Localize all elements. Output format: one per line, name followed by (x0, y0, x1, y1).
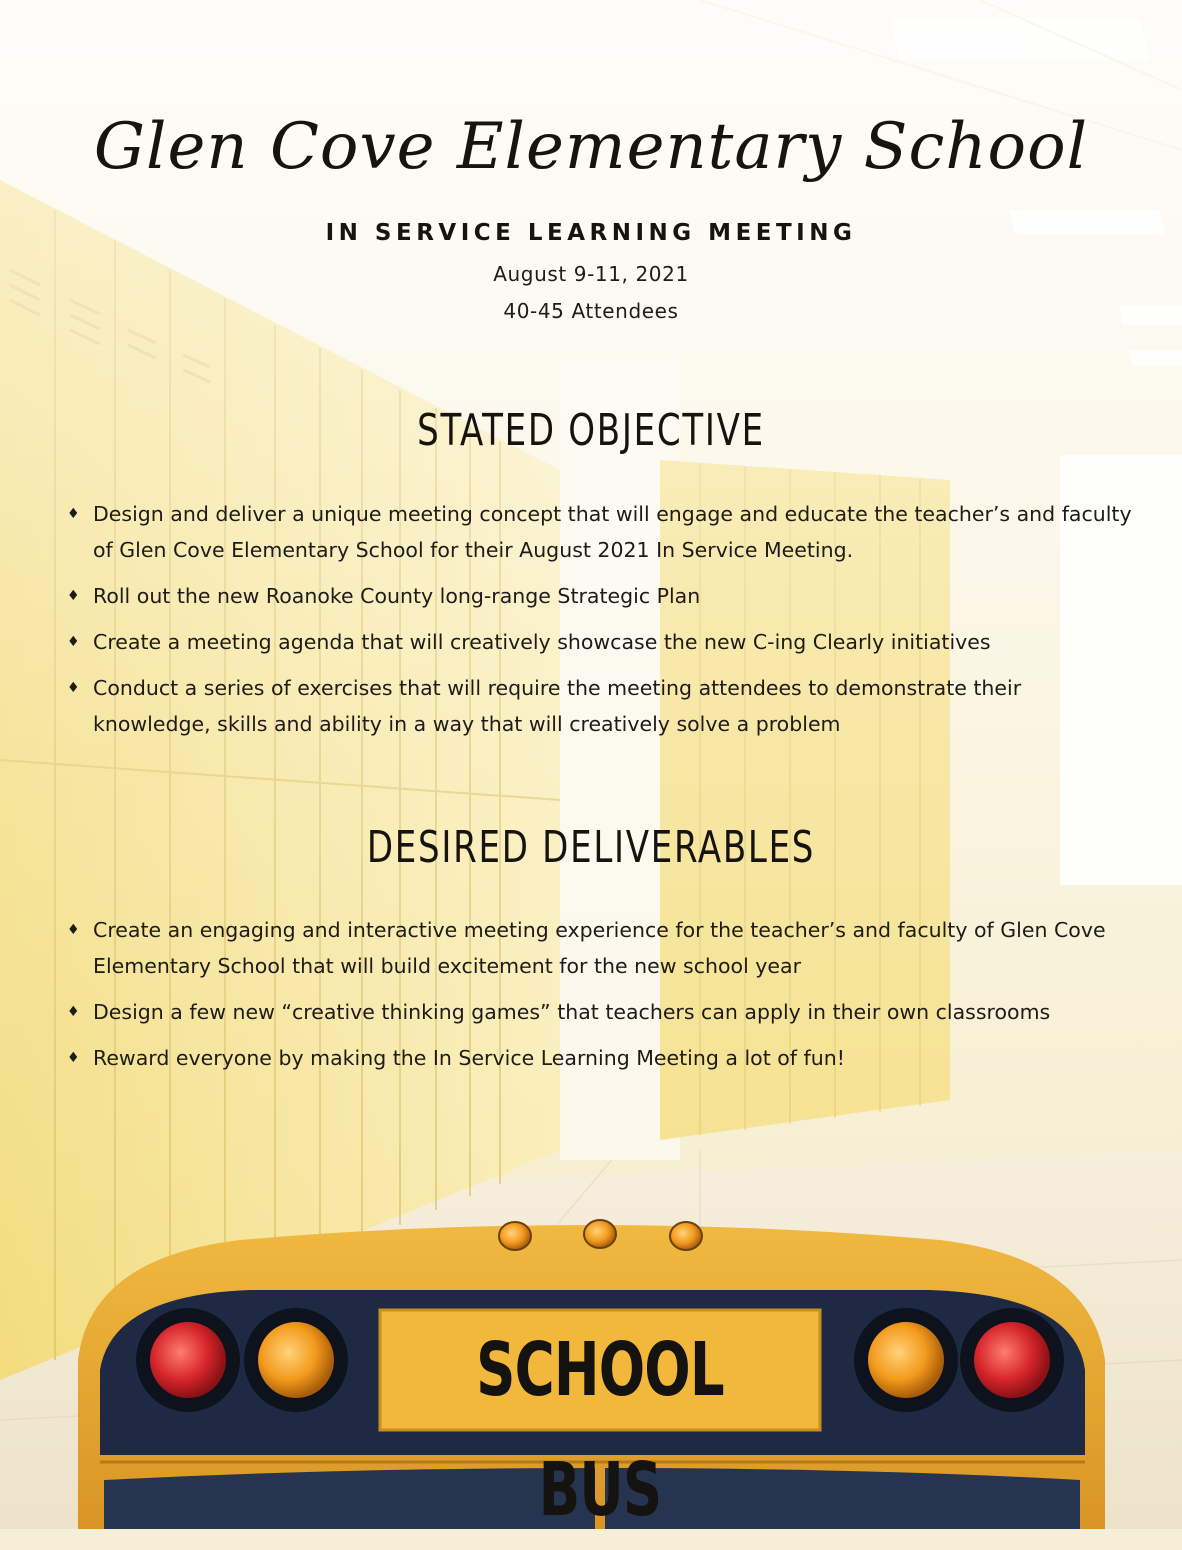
list-item: ♦ Conduct a series of exercises that will require the meeting attendees to demonstrate their knowledge, skills and ability in a way that will creatively solve a problem (65, 670, 1135, 742)
deliverables-heading: DESIRED DELIVERABLES (366, 822, 816, 873)
objective-list (65, 496, 1135, 752)
page-title: Glen Cove Elementary School (93, 110, 1089, 184)
bus-sign-text: SCHOOL BUS (476, 1327, 724, 1533)
list-item: ♦ Reward everyone by making the In Service Learning Meeting a lot of fun! (65, 1040, 1135, 1076)
meeting-date: August 9-11, 2021 (493, 262, 689, 286)
diamond-bullet-icon: ♦ (67, 588, 80, 604)
list-item: ♦ Create an engaging and interactive meeting experience for the teacher’s and faculty of Glen Cove Elementary School that will build excitement for the new school year (65, 912, 1135, 984)
list-item: ♦ Roll out the new Roanoke County long-range Strategic Plan (65, 578, 1135, 614)
objective-heading: STATED OBJECTIVE (417, 405, 765, 456)
list-item: ♦ Design a few new “creative thinking games” that teachers can apply in their own classrooms (65, 994, 1135, 1030)
diamond-bullet-icon: ♦ (67, 634, 80, 650)
deliverables-list (65, 912, 1135, 1086)
list-item: ♦ Create a meeting agenda that will creatively showcase the new C-ing Clearly initiatives (65, 624, 1135, 660)
diamond-bullet-icon: ♦ (67, 1050, 80, 1066)
list-item: ♦ Design and deliver a unique meeting concept that will engage and educate the teacher’s and faculty of Glen Cove Elementary School for their August 2021 In Service Meeting. (65, 496, 1135, 568)
diamond-bullet-icon: ♦ (67, 1004, 80, 1020)
diamond-bullet-icon: ♦ (67, 922, 80, 938)
attendee-count: 40-45 Attendees (503, 299, 679, 323)
diamond-bullet-icon: ♦ (67, 680, 80, 696)
meeting-subtitle: IN SERVICE LEARNING MEETING (325, 220, 857, 246)
diamond-bullet-icon: ♦ (67, 506, 80, 522)
